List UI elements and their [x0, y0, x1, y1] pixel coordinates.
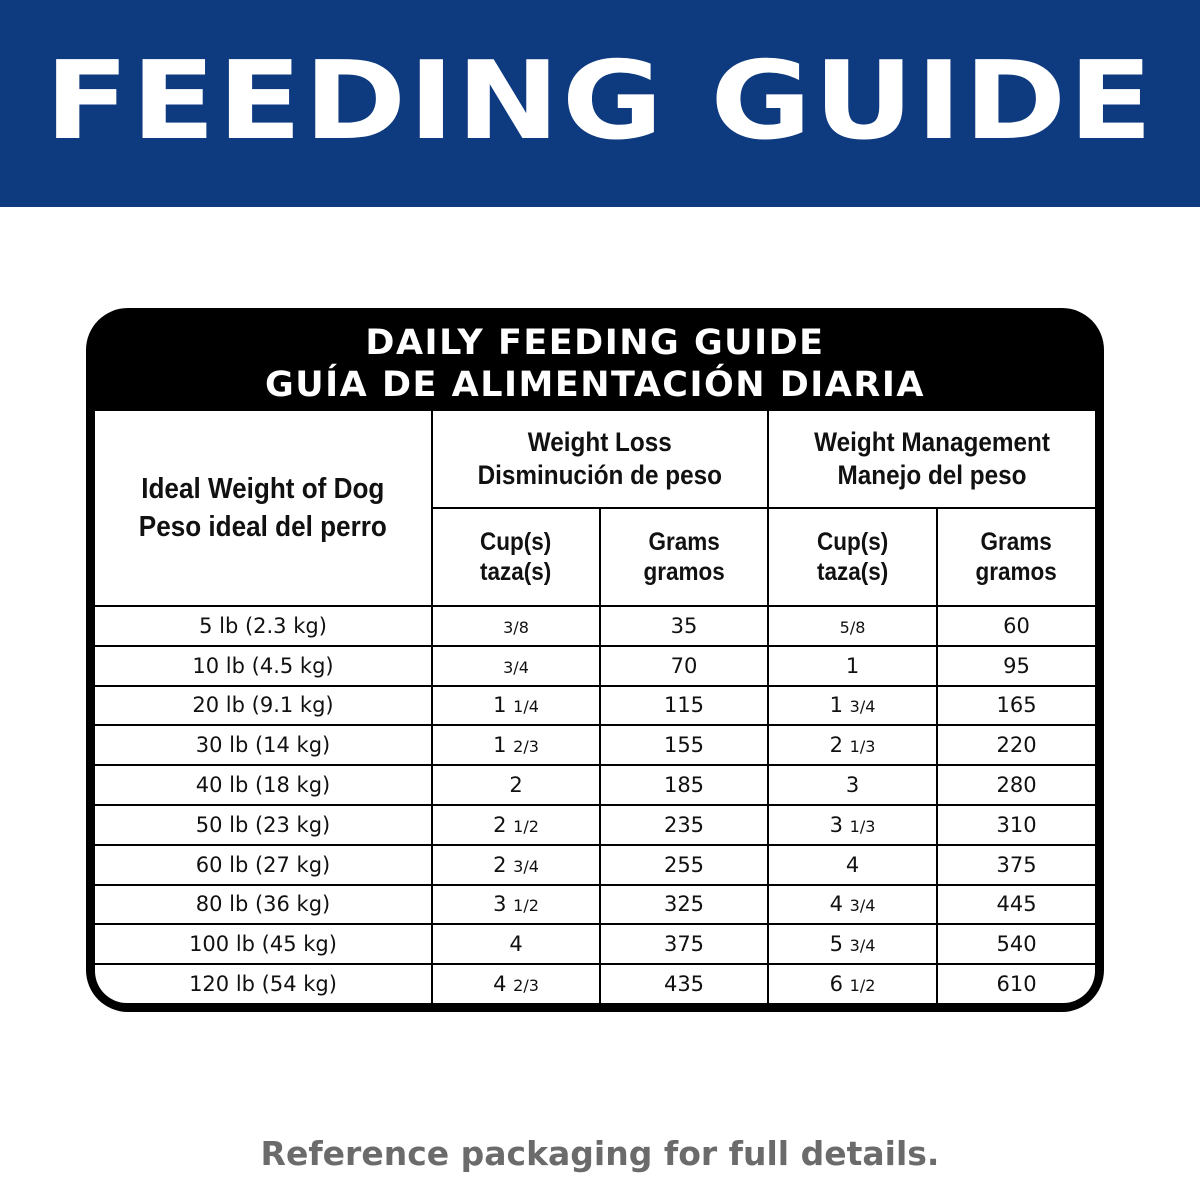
loss-grams-cell: 185: [600, 765, 768, 805]
weight-cell: 5 lb (2.3 kg): [95, 606, 432, 646]
header-weight-management-en: Weight Management: [814, 427, 1050, 457]
header-weight-loss-en: Weight Loss: [528, 427, 673, 457]
mgmt-grams-cell: 280: [937, 765, 1095, 805]
card-title: [86, 322, 1104, 406]
header-mgmt-grams: [937, 508, 1095, 606]
loss-cups-cell: 1 1/4: [432, 686, 600, 726]
mgmt-cups-cell: 4 3/4: [768, 885, 937, 925]
header-grams-es: gramos: [643, 558, 725, 586]
mgmt-cups-cell: 1: [768, 646, 937, 686]
fraction-text: 5/8: [839, 617, 866, 637]
table-row: [95, 686, 1095, 726]
mgmt-grams-cell: 60: [937, 606, 1095, 646]
header-grams-en: Grams: [648, 528, 720, 556]
fraction-text: 2/3: [513, 737, 539, 757]
table-row: [95, 646, 1095, 686]
loss-cups-cell: 2 1/2: [432, 805, 600, 845]
mgmt-grams-cell: 220: [937, 725, 1095, 765]
fraction-text: 3/4: [849, 936, 876, 956]
mgmt-grams-cell: 165: [937, 686, 1095, 726]
header-cups-es: taza(s): [480, 558, 552, 586]
fraction-text: 1/2: [849, 976, 876, 996]
fraction-text: 1/3: [849, 737, 876, 757]
header-loss-grams: [600, 508, 768, 606]
mgmt-cups-cell: 6 1/2: [768, 964, 937, 1003]
weight-cell: 120 lb (54 kg): [95, 964, 432, 1003]
fraction-text: 3/4: [849, 697, 876, 717]
table-row: [95, 725, 1095, 765]
table-row: [95, 885, 1095, 925]
loss-cups-cell: [432, 606, 600, 646]
loss-cups-cell: [432, 646, 600, 686]
header-cups-en: Cup(s): [816, 528, 889, 556]
weight-cell: 40 lb (18 kg): [95, 765, 432, 805]
card-title-en: DAILY FEEDING GUIDE: [365, 323, 825, 363]
header-cups-es: taza(s): [816, 558, 889, 586]
header-grams-en: Grams: [980, 528, 1053, 556]
loss-grams-cell: 235: [600, 805, 768, 845]
loss-cups-cell: 3 1/2: [432, 885, 600, 925]
loss-grams-cell: 375: [600, 924, 768, 964]
loss-grams-cell: 435: [600, 964, 768, 1003]
header-mgmt-cups: [768, 508, 937, 606]
mgmt-cups-cell: 1 3/4: [768, 686, 937, 726]
loss-cups-cell: 2 3/4: [432, 845, 600, 885]
mgmt-cups-cell: 5 3/4: [768, 924, 937, 964]
fraction-text: 3/4: [849, 896, 876, 916]
loss-cups-cell: 4: [432, 924, 600, 964]
header-ideal-weight-es: Peso ideal del perro: [138, 511, 388, 543]
weight-cell: 20 lb (9.1 kg): [95, 686, 432, 726]
header-ideal-weight-en: Ideal Weight of Dog: [141, 473, 385, 505]
loss-grams-cell: 70: [600, 646, 768, 686]
weight-cell: 80 lb (36 kg): [95, 885, 432, 925]
header-grams-es: gramos: [975, 558, 1058, 586]
mgmt-cups-cell: 3: [768, 765, 937, 805]
mgmt-cups-cell: [768, 606, 937, 646]
page-title: FEEDING GUIDE: [44, 38, 1156, 164]
mgmt-grams-cell: 445: [937, 885, 1095, 925]
fraction-text: 3/4: [513, 856, 539, 876]
header-weight-management-es: Manejo del peso: [837, 460, 1027, 490]
loss-cups-cell: 4 2/3: [432, 964, 600, 1003]
fraction-text: 1/2: [513, 896, 539, 916]
header-weight-loss: [432, 411, 768, 508]
weight-cell: 60 lb (27 kg): [95, 845, 432, 885]
header-cups-en: Cup(s): [480, 528, 552, 556]
fraction-text: 2/3: [513, 976, 539, 996]
weight-cell: 50 lb (23 kg): [95, 805, 432, 845]
fraction-text: 3/8: [503, 617, 529, 637]
mgmt-grams-cell: 610: [937, 964, 1095, 1003]
table-row: [95, 845, 1095, 885]
loss-grams-cell: 35: [600, 606, 768, 646]
mgmt-grams-cell: 95: [937, 646, 1095, 686]
mgmt-grams-cell: 375: [937, 845, 1095, 885]
loss-grams-cell: 155: [600, 725, 768, 765]
weight-cell: 30 lb (14 kg): [95, 725, 432, 765]
fraction-text: 3/4: [503, 657, 529, 677]
header-weight-loss-es: Disminución de peso: [477, 460, 723, 490]
loss-grams-cell: 255: [600, 845, 768, 885]
banner: [0, 0, 1200, 207]
mgmt-cups-cell: 3 1/3: [768, 805, 937, 845]
fraction-text: 1/4: [513, 697, 539, 717]
feeding-guide-card: [86, 308, 1104, 1012]
mgmt-grams-cell: 540: [937, 924, 1095, 964]
table-row: [95, 964, 1095, 1003]
loss-grams-cell: 325: [600, 885, 768, 925]
fraction-text: 1/2: [513, 816, 539, 836]
footer-note: Reference packaging for full details.: [260, 1134, 940, 1173]
fraction-text: 1/3: [849, 816, 876, 836]
loss-grams-cell: 115: [600, 686, 768, 726]
loss-cups-cell: 2: [432, 765, 600, 805]
header-loss-cups: [432, 508, 600, 606]
table-row: [95, 924, 1095, 964]
header-ideal-weight: [95, 411, 432, 606]
table-row: [95, 606, 1095, 646]
table-row: [95, 765, 1095, 805]
weight-cell: 100 lb (45 kg): [95, 924, 432, 964]
mgmt-cups-cell: 4: [768, 845, 937, 885]
header-weight-management: [768, 411, 1095, 508]
feeding-table-area: [95, 411, 1095, 1003]
feeding-table: [95, 411, 1095, 1003]
mgmt-cups-cell: 2 1/3: [768, 725, 937, 765]
mgmt-grams-cell: 310: [937, 805, 1095, 845]
weight-cell: 10 lb (4.5 kg): [95, 646, 432, 686]
table-row: [95, 805, 1095, 845]
loss-cups-cell: 1 2/3: [432, 725, 600, 765]
card-title-es: GUÍA DE ALIMENTACIÓN DIARIA: [265, 365, 925, 405]
